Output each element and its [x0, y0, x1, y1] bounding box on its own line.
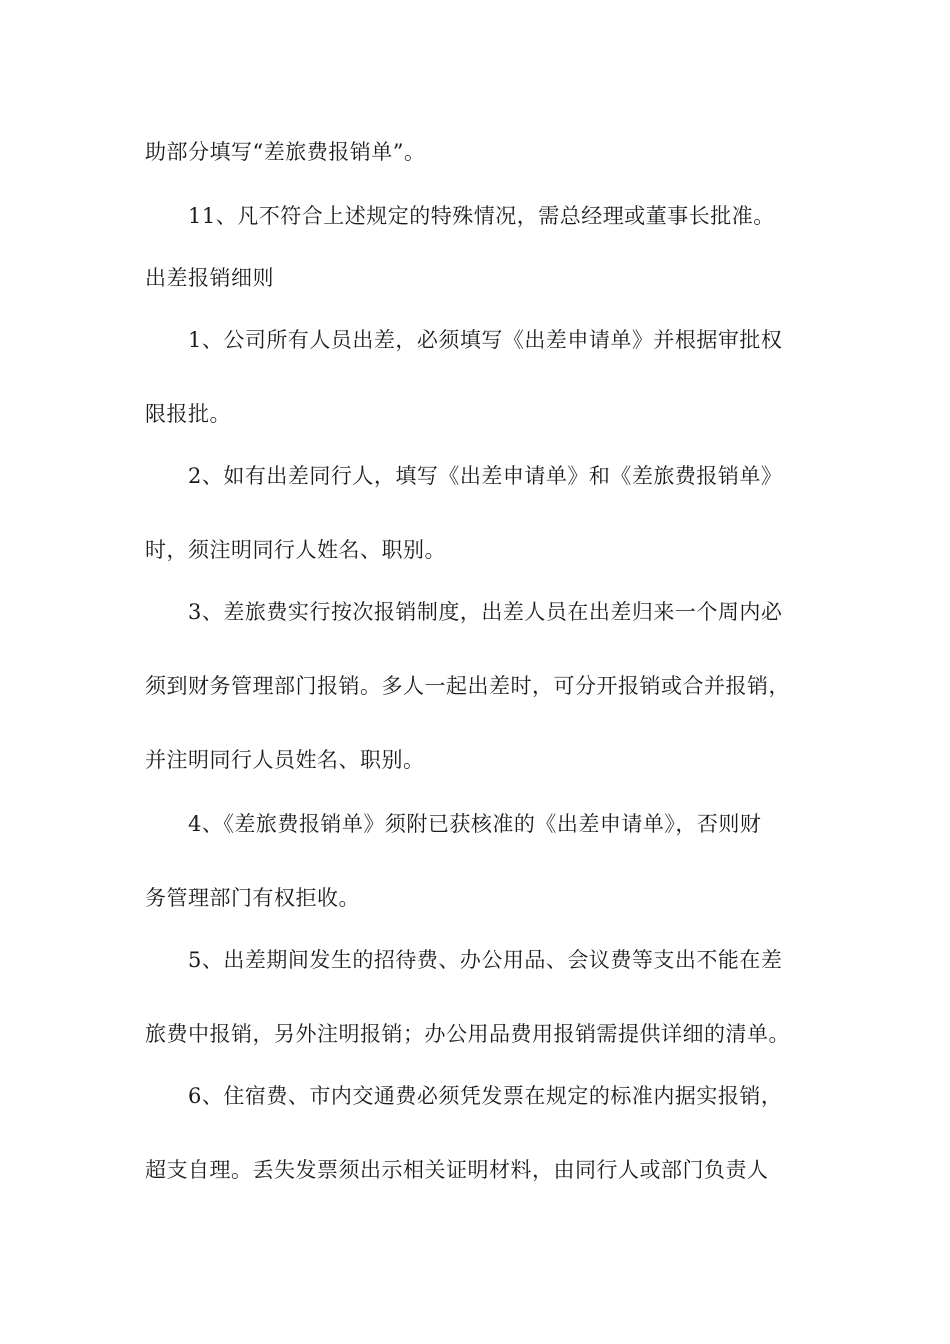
rule-item-1: 1、公司所有人员出差，必须填写《出差申请单》并根据审批权 — [188, 328, 783, 352]
rule-item-2-continuation: 时，须注明同行人姓名、职别。 — [145, 538, 446, 562]
rule-item-5: 5、出差期间发生的招待费、办公用品、会议费等支出不能在差 — [188, 948, 783, 972]
rule-item-3-continuation: 须到财务管理部门报销。多人一起出差时，可分开报销或合并报销， — [145, 674, 790, 698]
rule-item-11: 11、凡不符合上述规定的特殊情况，需总经理或董事长批准。 — [188, 204, 775, 228]
rule-item-1-continuation: 限报批。 — [145, 402, 231, 426]
text-line-continuation: 助部分填写“差旅费报销单”。 — [145, 140, 426, 164]
rule-item-5-continuation: 旅费中报销，另外注明报销；办公用品费用报销需提供详细的清单。 — [145, 1022, 790, 1046]
rule-item-4: 4、《差旅费报销单》须附已获核准的《出差申请单》，否则财 — [188, 812, 762, 836]
rule-item-6-continuation: 超支自理。丢失发票须出示相关证明材料，由同行人或部门负责人 — [145, 1158, 769, 1182]
rule-item-6: 6、住宿费、市内交通费必须凭发票在规定的标准内据实报销， — [188, 1084, 783, 1108]
rule-item-2: 2、如有出差同行人，填写《出差申请单》和《差旅费报销单》 — [188, 464, 783, 488]
rule-item-3-continuation: 并注明同行人员姓名、职别。 — [145, 748, 425, 772]
section-heading: 出差报销细则 — [145, 266, 274, 290]
rule-item-4-continuation: 务管理部门有权拒收。 — [145, 886, 360, 910]
rule-item-3: 3、差旅费实行按次报销制度，出差人员在出差归来一个周内必 — [188, 600, 783, 624]
